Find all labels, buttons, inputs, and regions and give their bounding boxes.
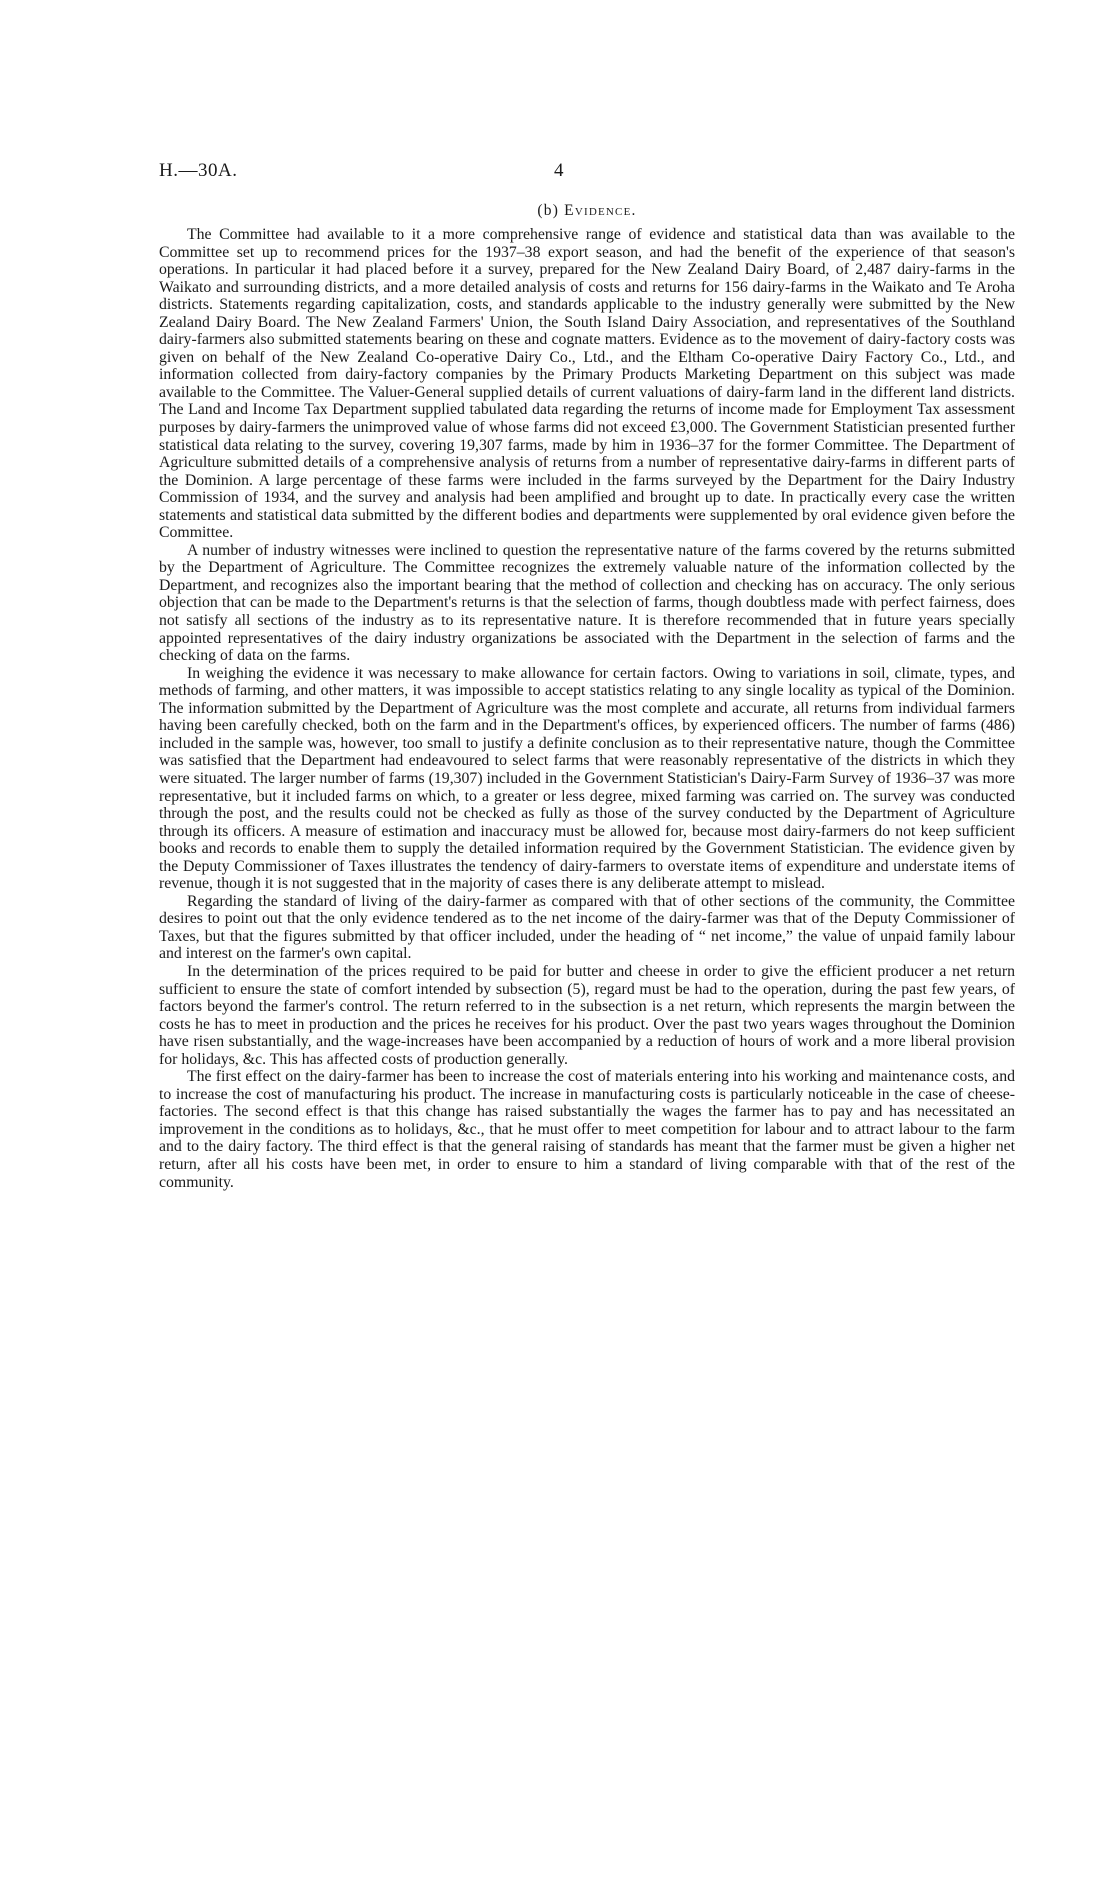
paragraph-effects-on-farmer: The first effect on the dairy-farmer has been to increase the cost of materials entering into his working and maintenance costs, and to increase the cost of manufacturing his product. The increase in manufacturing costs is particularly noticeable in the case of cheese-factories. The second effect is that this change has raised substantially the wages the farmer has to pay and has necessitated an improvement in the conditions as to holidays, &c., that he must offer to meet competition for labour and to attract labour to the farm and to the dairy factory. The third effect is that the general raising of standards has meant that the farmer must be given a higher net return, after all his costs have been met, in order to ensure to him a standard of living comparable with that of the rest of the community. [159, 1068, 1015, 1191]
page-number: 4 [554, 160, 564, 181]
document-page [159, 160, 1015, 1191]
page-header [159, 160, 1015, 188]
section-title: Evidence. [564, 202, 637, 219]
paragraph-evidence-sources: The Committee had available to it a more comprehensive range of evidence and statistical data than was available to the Committee set up to recommend prices for the 1937–38 export season, and had the benefit of the experience of that season's operations. In particular it had placed before it a survey, prepared for the New Zealand Dairy Board, of 2,487 dairy-farms in the Waikato and surrounding districts, and a more detailed analysis of costs and returns for 156 dairy-farms in the Waikato and Te Aroha districts. Statements regarding capitalization, costs, and standards applicable to the industry generally were submitted by the New Zealand Dairy Board. The New Zealand Farmers' Union, the South Island Dairy Association, and representatives of the Southland dairy-farmers also submitted statements bearing on these and cognate matters. Evidence as to the movement of dairy-factory costs was given on behalf of the New Zealand Co-operative Dairy Co., Ltd., and the Eltham Co-operative Dairy Factory Co., Ltd., and information collected from dairy-factory companies by the Primary Products Marketing Department on this subject was made available to the Committee. The Valuer-General supplied details of current valuations of dairy-farm land in the different land districts. The Land and Income Tax Department supplied tabulated data regarding the returns of income made for Employment Tax assessment purposes by dairy-farmers the unimproved value of whose farms did not exceed £3,000. The Government Statistician presented further statistical data relating to the survey, covering 19,307 farms, made by him in 1936–37 for the former Committee. The Department of Agriculture submitted details of a comprehensive analysis of returns from a number of representative dairy-farms in different parts of the Dominion. A large percentage of these farms were included in the farms surveyed by the Department for the Dairy Industry Commission of 1934, and the survey and analysis had been amplified and brought up to date. In practically every case the written statements and statistical data submitted by the different bodies and departments were supplemented by oral evidence given before the Committee. [159, 226, 1015, 542]
document-reference: H.—30A. [159, 160, 238, 181]
body-text [159, 226, 1015, 1191]
section-label: (b) [537, 202, 560, 219]
section-heading [159, 202, 1015, 220]
paragraph-standard-of-living: Regarding the standard of living of the dairy-farmer as compared with that of other sections of the community, the Committee desires to point out that the only evidence tendered as to the net income of the dairy-farmer was that of the Deputy Commissioner of Taxes, but that the figures submitted by that officer included, under the heading of “ net income,” the value of unpaid family labour and interest on the farmer's own capital. [159, 892, 1015, 963]
paragraph-price-determination: In the determination of the prices required to be paid for butter and cheese in order to give the efficient producer a net return sufficient to ensure the state of comfort intended by subsection (5), regard must be had to the operation, during the past few years, of factors beyond the farmer's control. The return referred to in the subsection is a net return, which represents the margin between the costs he has to meet in production and the prices he receives for his product. Over the past two years wages throughout the Dominion have risen substantially, and the wage-increases have been accompanied by a reduction of hours of work and a more liberal provision for holidays, &c. This has affected costs of production generally. [159, 962, 1015, 1068]
paragraph-representative-nature: A number of industry witnesses were inclined to question the representative nature of the farms covered by the returns submitted by the Department of Agriculture. The Committee recognizes the extremely valuable nature of the information collected by the Department, and recognizes also the important bearing that the method of collection and checking has on accuracy. The only serious objection that can be made to the Department's returns is that the selection of farms, though doubtless made with perfect fairness, does not satisfy all sections of the industry as to its representative nature. It is therefore recommended that in future years specially appointed representatives of the dairy industry organizations be associated with the Department in the selection of farms and the checking of data on the farms. [159, 541, 1015, 665]
paragraph-weighing-evidence: In weighing the evidence it was necessary to make allowance for certain factors. Owing to variations in soil, climate, types, and methods of farming, and other matters, it was impossible to accept statistics relating to any single locality as typical of the Dominion. The information submitted by the Department of Agriculture was the most complete and accurate, all returns from individual farmers having been carefully checked, both on the farm and in the Department's offices, by experienced officers. The number of farms (486) included in the sample was, however, too small to justify a definite conclusion as to their representative nature, though the Committee was satisfied that the Department had endeavoured to select farms that were reasonably representative of the districts in which they were situated. The larger number of farms (19,307) included in the Government Statistician's Dairy-Farm Survey of 1936–37 was more representative, but it included farms on which, to a greater or less degree, mixed farming was carried on. The survey was conducted through the post, and the results could not be checked as fully as those of the survey conducted by the Department of Agriculture through its officers. A measure of estimation and inaccuracy must be allowed for, because most dairy-farmers do not keep sufficient books and records to enable them to supply the detailed information required by the Government Statistician. The evidence given by the Deputy Commissioner of Taxes illustrates the tendency of dairy-farmers to overstate items of expenditure and understate items of revenue, though it is not suggested that in the majority of cases there is any deliberate attempt to mislead. [159, 664, 1015, 893]
